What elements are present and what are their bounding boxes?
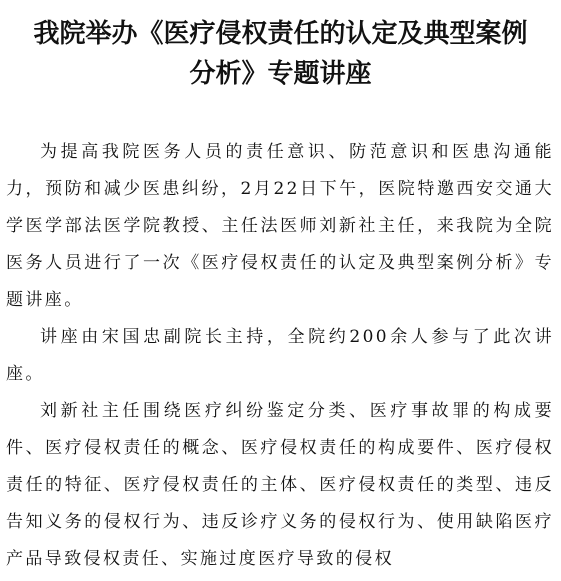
article-body <box>6 134 554 578</box>
paragraph-intro: 为提高我院医务人员的责任意识、防范意识和医患沟通能力，预防和减少医患纠纷，2月22日下午，医院特邀西安交通大学医学部法医学院教授、主任法医师刘新社主任，来我院为全院医务人员进行了一次《医疗侵权责任的认定及典型案例分析》专题讲座。 <box>6 142 554 310</box>
paragraph-content: 刘新社主任围绕医疗纠纷鉴定分类、医疗事故罪的构成要件、医疗侵权责任的概念、医疗侵权责任的构成要件、医疗侵权责任的特征、医疗侵权责任的主体、医疗侵权责任的类型、违反告知义务的侵权行为、违反诊疗义务的侵权行为、使用缺陷医疗产品导致侵权责任、实施过度医疗导致的侵权 <box>6 401 554 569</box>
paragraph-host: 讲座由宋国忠副院长主持，全院约200余人参与了此次讲座。 <box>6 327 554 384</box>
article-title-line-1: 我院举办《医疗侵权责任的认定及典型案例 <box>33 19 528 49</box>
article-title <box>0 14 561 94</box>
article-title-line-2: 分析》专题讲座 <box>189 59 372 89</box>
